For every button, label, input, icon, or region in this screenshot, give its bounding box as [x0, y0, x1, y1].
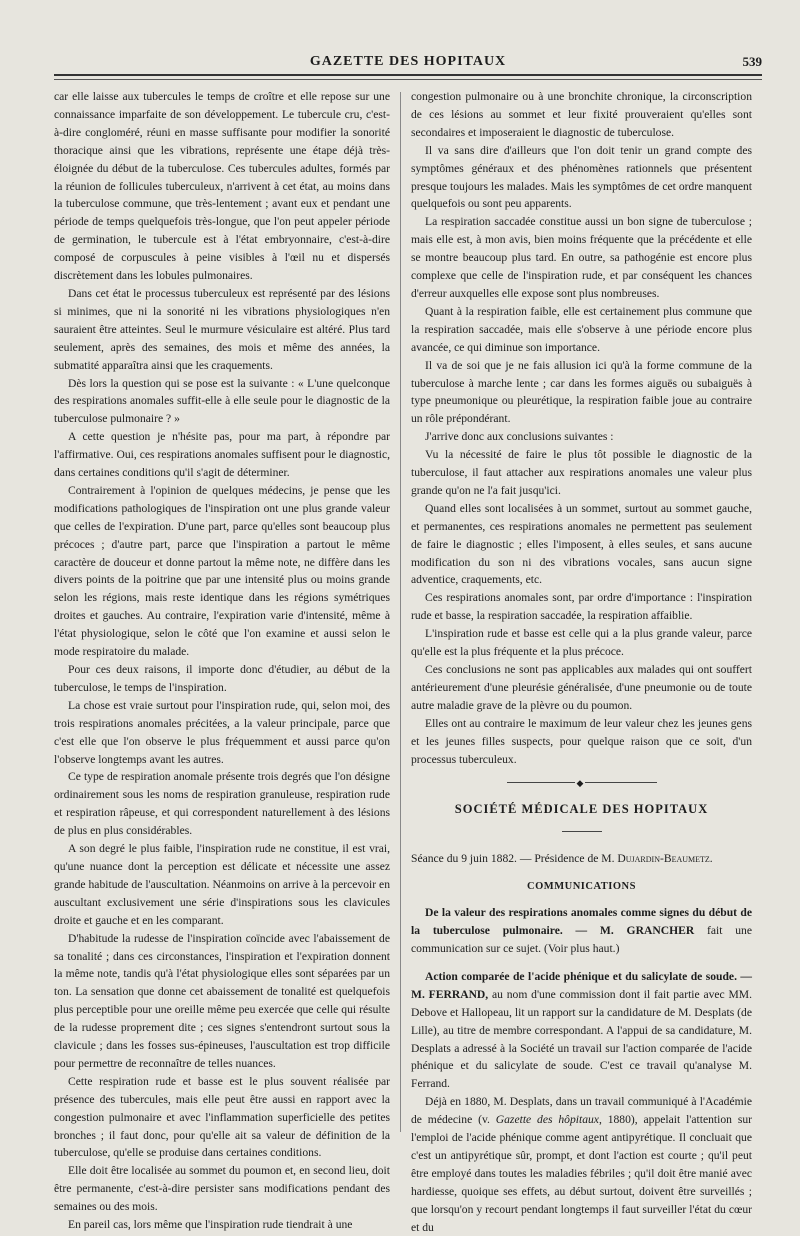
paragraph: D'habitude la rudesse de l'inspiration coïncide avec l'abaissement de sa tonalité ; dans ces circonstances, l'inspiration et l'expiration donnent la même note, tandis qu'à l'état physiologique elles sont séparées par un ton. La sensation que donne cet abaissement de tonalité est quelquefois plus perceptible pour une oreille même peu exercée que celle qui résulte de la rudesse proprement dite ; ces signes s'entendront surtout sous la clavicule ; dans les fosses sus-épineuses, l'auscultation est trop difficile pour permettre de reconnaître de telles nuances. [54, 931, 390, 1070]
paragraph: Pour ces deux raisons, il importe donc d'étudier, au début de la tuberculose, le temps de l'inspiration. [54, 663, 390, 694]
journal-title: Gazette des hôpitaux [495, 1113, 599, 1127]
header-rule [54, 74, 762, 76]
header-rule-thin [54, 79, 762, 80]
paragraph: J'arrive donc aux conclusions suivantes : [425, 430, 614, 444]
paragraph: Dans cet état le processus tuberculeux est représenté par des lésions si minimes, que ni la sonorité ni les vibrations physiologiques n'en sauraient être atteintes. Seul le murmure vésiculaire est altéré. Plus tard seulement, après des semaines, des mois et même des années, la submatité apparaîtra ainsi que les craquements. [54, 286, 390, 372]
spacer [411, 958, 752, 968]
society-title: SOCIÉTÉ MÉDICALE DES HOPITAUX [454, 802, 709, 817]
paragraph: Il va de soi que je ne fais allusion ici qu'à la forme commune de la tuberculose à marche lente ; car dans les formes aiguës ou subaiguës à type pneumonique ou pleurétique, la respiration faible joue au contraire un rôle prépondérant. [411, 358, 752, 426]
paragraph: La respiration saccadée constitue aussi un bon signe de tuberculose ; mais elle est, à mon avis, bien moins fréquente que la précédente et elle se montre beaucoup plus tard. En outre, sa pathogénie est encore plus complexe que celle de l'inspiration rude, et par conséquent les chances d'erreur auxquelles elle expose sont plus nombreuses. [411, 215, 752, 300]
seance-prefix: Séance du 9 juin 1882. — Présidence de M. [411, 852, 618, 866]
seance-line [411, 850, 752, 868]
paragraph: Quant à la respiration faible, elle est certainement plus commune que la respiration saccadée, mais elle s'observe à une période encore plus avancée, ce qui diminue son importance. [411, 304, 752, 354]
text-fragment: Déjà en 1880, M. Desplats, dans un travail communiqué à l'Académie de médecine (v. [411, 1095, 752, 1127]
paragraph: Ces conclusions ne sont pas applicables aux malades qui ont souffert antérieurement d'une pleurésie généralisée, d'une pneumonie ou de toute autre maladie grave de la plèvre ou du poumon. [411, 663, 752, 712]
left-column [54, 88, 390, 1234]
paragraph: car elle laisse aux tubercules le temps de croître et elle repose sur une connaissance imparfaite de son développement. Le tubercule cru, c'est-à-dire congloméré, réuni en masse suffisante pour modifier la sonorité thoracique ainsi que les vibrations, représente une étape déjà très-éloignée du début de la tuberculose. Ces tubercules adultes, formés par la réunion de follicules tuberculeux, n'arrivent à cet état, au moins dans la tuberculose commune, que très-lentement ; avant eux et pendant une période de temps quelquefois très-longue, que l'on peut appeler période de germination, le tubercule est à l'état embryonnaire, c'est-à-dire composé de corpuscules à peine visibles à l'œil nu et dispersés discrètement dans les lobules pulmonaires. [54, 90, 390, 283]
running-title: GAZETTE DES HOPITAUX [309, 54, 507, 69]
paragraph: A son degré le plus faible, l'inspiration rude ne constitue, il est vrai, qu'une nuance dont la perception est délicate et nécessite une assez grande habitude de l'auscultation. Néanmoins on arrive à la percevoir en auscultant exclusivement une série d'inspirations sous les clavicules droite et gauche et en les comparant. [54, 842, 390, 927]
paragraph: Contrairement à l'opinion de quelques médecins, je pense que les modifications pathologiques de l'inspiration ont une plus grande valeur que celles de l'expiration. D'une part, parce qu'elles sont beaucoup plus précoces ; d'autre part, parce que l'inspiration a partout le même caractère de douceur et donne partout la même note, ne diffère dans les divers points de la poitrine que par une intensité plus ou moins grande selon les régions, mais reste identique dans les régions symétriques droites et gauches. Au contraire, l'expiration varie d'intensité, même à l'état physiologique, selon le côté que l'on examine et aussi selon le mode respiratoire du malade. [54, 483, 390, 659]
communication-title: Action comparée de l'acide phénique et du salicylate de soude. — M. FERRAND, [411, 969, 752, 1001]
paragraph: Dès lors la question qui se pose est la suivante : « L'une quelconque des respirations anomales suffit-elle à elle seule pour le diagnostic de la tuberculose pulmonaire ? » [54, 376, 390, 426]
paragraph: Elle doit être localisée au sommet du poumon et, en second lieu, doit être permanente, c'est-à-dire persister sans modifications pendant des semaines ou des mois. [54, 1164, 390, 1214]
paragraph: Il va sans dire d'ailleurs que l'on doit tenir un grand compte des symptômes généraux et des phénomènes rationnels que présentent presque toujours les malades. Mais les symptômes de cet ordre manquent quelquefois ou sont peu apparents. [411, 143, 752, 211]
president-name: Dujardin-Beaumetz [617, 852, 710, 866]
page-number: 539 [742, 54, 762, 69]
seance-suffix: . [709, 852, 713, 866]
paragraph: Ce type de respiration anomale présente trois degrés que l'on désigne ordinairement sous les noms de respiration granuleuse, respiration rude et respiration râpeuse, et qui correspondent naturellement à des lésions de plus en plus considérables. [54, 770, 390, 838]
paragraph: L'inspiration rude et basse est celle qui a la plus grande valeur, parce qu'elle est la plus fréquente et la plus précoce. [411, 627, 752, 659]
communication-item [411, 904, 752, 958]
text-fragment: , 1880), appelait l'attention sur l'emploi de l'acide phénique comme agent antipyrétique. Il concluait que c'est un antipyrétique sûr, prompt, et dont l'action est courte ; qu'il peut être employé dans toutes les maladies fébriles ; qu'il doit être manié avec hardiesse, quoique ses effets, au début surtout, doivent être surveillés ; que lorsqu'on y recourt pendant longtemps il faut surveiller l'état du cœur et du [411, 1113, 753, 1234]
right-column-paragraphs [411, 88, 752, 768]
section-separator [507, 782, 657, 783]
page-header [54, 50, 762, 70]
paragraph: Ces respirations anomales sont, par ordre d'importance : l'inspiration rude et basse, la respiration saccadée, la respiration affaiblie. [411, 591, 752, 623]
paragraph: Vu la nécessité de faire le plus tôt possible le diagnostic de la tuberculose, il faut attacher aux respirations anomales une valeur plus grande qu'on ne l'a fait jusqu'ici. [411, 448, 752, 497]
communication-text: fait une communication sur ce sujet. (Voir plus haut.) [411, 924, 752, 955]
communication-title: De la valeur des respirations anomales comme signes du début de la tuberculose pulmonaire. — M. GRANCHER [411, 906, 752, 938]
paragraph: Cette respiration rude et basse est le plus souvent réalisée par présence des tubercules, mais elle peut être aussi en rapport avec la congestion pulmonaire et avec l'inflammation superficielle des petites bronches ; il faut donc, pour qu'elle ait sa valeur de définition de la tuberculose, qu'elle se produise dans certaines conditions. [54, 1074, 390, 1160]
communication-paragraph [411, 1093, 752, 1236]
right-column [411, 88, 752, 1236]
paragraph: Elles ont au contraire le maximum de leur valeur chez les jeunes gens et les jeunes filles suspects, pour quelque raison que ce soit, d'un processus tuberculeux. [411, 716, 752, 766]
short-rule [562, 831, 602, 832]
paragraph: Quand elles sont localisées à un sommet, surtout au sommet gauche, et permanentes, ces respirations anomales ne permettent pas seulement de faire le diagnostic ; elles l'imposent, à elles seules, et sans aucune modification du son ni des vibrations vocales, sans aucun signe adventice, craquements, etc. [411, 501, 752, 587]
paragraph: A cette question je n'hésite pas, pour ma part, à répondre par l'affirmative. Oui, ces respirations anomales suffisent pour le diagnostic, dans certaines conditions qu'il s'agit de déterminer. [54, 430, 390, 480]
paragraph: congestion pulmonaire ou à une bronchite chronique, la circonscription de ces lésions au sommet et leur fixité prouveraient qu'elles sont secondaires et imposeraient le diagnostic de tuberculose. [411, 90, 752, 139]
paragraph: La chose est vraie surtout pour l'inspiration rude, qui, selon moi, des trois respirations anomales précitées, a la valeur principale, parce que c'est elle que l'on observe le plus fréquemment et aussi parce qu'on l'observe longtemps avant les autres. [54, 698, 390, 766]
communications-heading: COMMUNICATIONS [527, 881, 636, 893]
communication-item [411, 968, 752, 1093]
communication-text: au nom d'une commission dont il fait partie avec MM. Debove et Hallopeau, lit un rapport sur la candidature de M. Desplats (de Lille), au titre de membre correspondant. A l'appui de sa candidature, M. Desplats a adressé à la Société un travail sur l'action comparée de l'acide phénique et du salicylate de soude. C'est ce travail qu'analyse M. Ferrand. [411, 987, 752, 1091]
paragraph: En pareil cas, lors même que l'inspiration rude tiendrait à une [68, 1218, 353, 1232]
column-divider [400, 92, 401, 1132]
